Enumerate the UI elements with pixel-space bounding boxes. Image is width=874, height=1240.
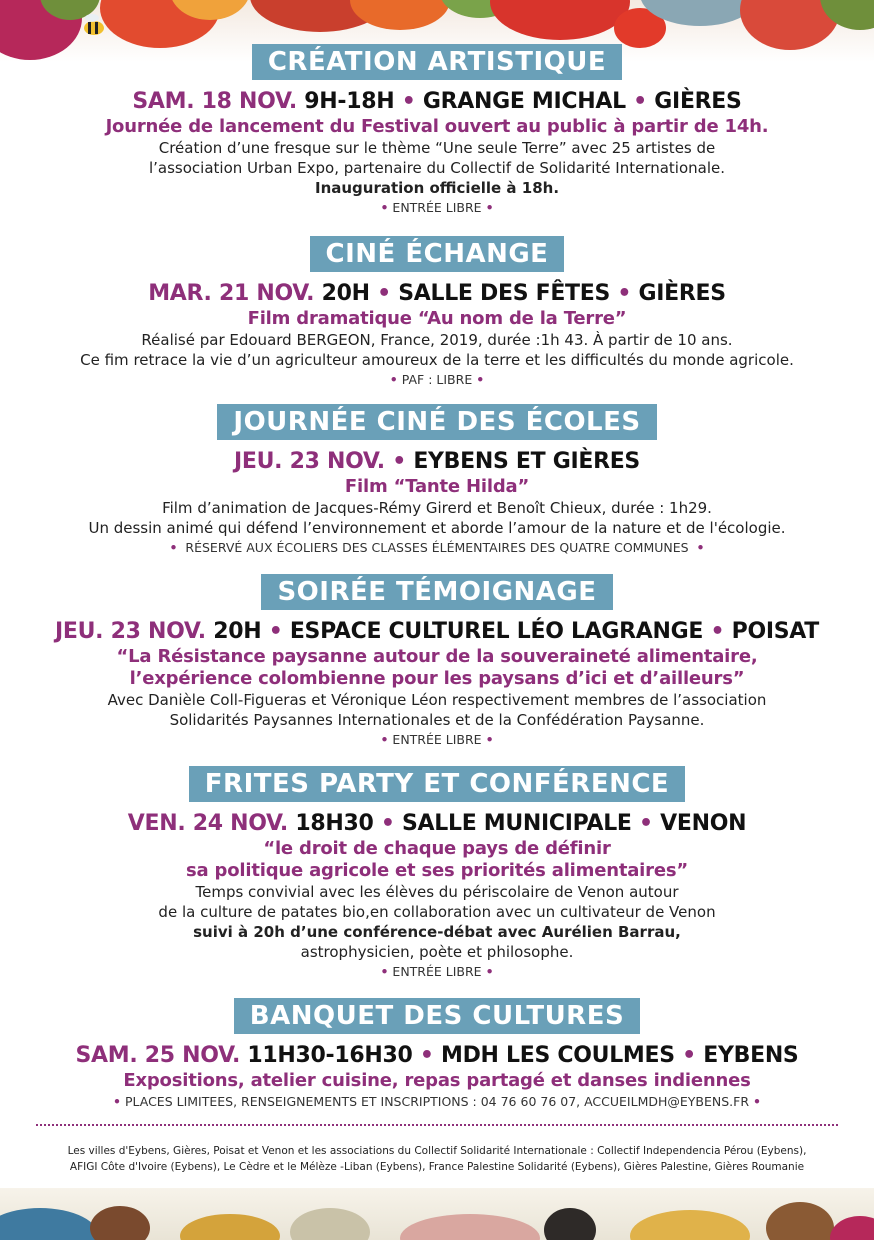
entry-text: PAF : LIBRE — [401, 372, 473, 387]
separator-dot: • — [682, 1043, 696, 1068]
separator-dot: • — [401, 89, 416, 114]
section-banner: BANQUET DES CULTURES — [234, 998, 640, 1034]
entry-text: RÉSERVÉ AUX ÉCOLIERS DES CLASSES ÉLÉMENTAIRES DES QUATRE COMMUNES — [185, 540, 689, 555]
event-date: MAR. 21 NOV. — [148, 281, 315, 306]
event-town: POISAT — [731, 619, 820, 644]
event-description-line: Ce fim retrace la vie d’un agriculteur amoureux de la terre et les difficultés du monde agricole. — [80, 351, 794, 369]
event-time: 18H30 — [295, 811, 374, 836]
event-subtitle: “le droit de chaque pays de définir — [263, 838, 611, 859]
event-subtitle: Film “Tante Hilda” — [344, 476, 530, 497]
event-dateline — [0, 810, 874, 838]
bottom-illustration — [0, 1188, 874, 1240]
event-subtitle: “La Résistance paysanne autour de la souveraineté alimentaire, — [116, 646, 758, 667]
footer-credits — [40, 1143, 834, 1175]
event-soiree-temoignage — [0, 574, 874, 750]
people-illustration — [0, 1188, 874, 1240]
event-time: 11H30-16H30 — [247, 1043, 413, 1068]
event-frites-party — [0, 766, 874, 982]
event-date: JEU. 23 NOV. — [234, 449, 385, 474]
event-description-line: de la culture de patates bio,en collaboration avec un cultivateur de Venon — [158, 903, 716, 921]
section-banner: FRITES PARTY ET CONFÉRENCE — [189, 766, 685, 802]
event-description-line: astrophysicien, poète et philosophe. — [300, 943, 574, 961]
event-entry-info: • PLACES LIMITEES, RENSEIGNEMENTS ET INSCRIPTIONS : 04 76 60 76 07, ACCUEILMDH@EYBENS.FR • — [112, 1094, 762, 1109]
event-entry-info: • ENTRÉE LIBRE • — [380, 732, 494, 747]
event-dateline — [0, 280, 874, 308]
event-description-line: Réalisé par Edouard BERGEON, France, 2019, durée :1h 43. À partir de 10 ans. — [141, 331, 733, 349]
event-entry-info: • ENTRÉE LIBRE • — [380, 964, 494, 979]
section-banner: CINÉ ÉCHANGE — [310, 236, 565, 272]
event-town: VENON — [660, 811, 747, 836]
event-description-line: l’association Urban Expo, partenaire du Collectif de Solidarité Internationale. — [148, 159, 726, 177]
event-place: SALLE MUNICIPALE — [401, 811, 632, 836]
separator-dot: • — [380, 811, 395, 836]
event-creation-artistique — [0, 44, 874, 218]
event-place: ESPACE CULTUREL LÉO LAGRANGE — [289, 619, 704, 644]
entry-text: ENTRÉE LIBRE — [392, 964, 482, 979]
event-dateline — [0, 1042, 874, 1070]
event-description-bold: suivi à 20h d’une conférence-débat avec Aurélien Barrau, — [193, 923, 681, 941]
footer-line: Les villes d'Eybens, Gières, Poisat et Venon et les associations du Collectif Solidarité Internationale : Collectif Independencia Pérou (Eybens), — [67, 1145, 807, 1157]
event-description-line: Solidarités Paysannes Internationales et de la Confédération Paysanne. — [169, 711, 705, 729]
event-date: VEN. 24 NOV. — [127, 811, 288, 836]
event-dateline — [0, 448, 874, 476]
event-dateline — [0, 88, 874, 116]
event-town: GIÈRES — [638, 281, 726, 306]
entry-text: PLACES LIMITEES, RENSEIGNEMENTS ET INSCRIPTIONS : 04 76 60 76 07, ACCUEILMDH@EYBENS.FR — [124, 1094, 750, 1109]
event-date: SAM. 25 NOV. — [75, 1043, 241, 1068]
section-banner: SOIRÉE TÉMOIGNAGE — [261, 574, 612, 610]
event-description-line: Avec Danièle Coll-Figueras et Véronique Léon respectivement membres de l’association — [107, 691, 767, 709]
event-description-line: Création d’une fresque sur le thème “Une seule Terre” avec 25 artistes de — [158, 139, 716, 157]
entry-text: ENTRÉE LIBRE — [392, 200, 482, 215]
section-banner: JOURNÉE CINÉ DES ÉCOLES — [217, 404, 656, 440]
event-description-line: Un dessin animé qui défend l’environnement et aborde l’amour de la nature et de l'écologie. — [88, 519, 786, 537]
separator-dot: • — [710, 619, 725, 644]
event-cine-echange — [0, 236, 874, 390]
event-date: SAM. 18 NOV. — [132, 89, 297, 114]
event-date: JEU. 23 NOV. — [54, 619, 206, 644]
event-place: EYBENS ET GIÈRES — [413, 449, 640, 474]
event-banquet-des-cultures — [0, 998, 874, 1112]
separator-dot: • — [639, 811, 653, 836]
event-place: GRANGE MICHAL — [422, 89, 626, 114]
event-description-bold: Inauguration officielle à 18h. — [314, 179, 560, 197]
event-subtitle: sa politique agricole et ses priorités alimentaires” — [186, 860, 688, 881]
event-entry-info: • ENTRÉE LIBRE • — [380, 200, 494, 215]
event-subtitle: Film dramatique “Au nom de la Terre” — [247, 308, 627, 329]
event-description-line: Temps convivial avec les élèves du périscolaire de Venon autour — [195, 883, 679, 901]
event-time: 20H — [213, 619, 262, 644]
separator-dot: • — [633, 89, 647, 114]
event-dateline — [0, 618, 874, 646]
event-place: SALLE DES FÊTES — [398, 281, 611, 306]
event-town: EYBENS — [703, 1043, 799, 1068]
event-journee-cine-ecoles — [0, 404, 874, 558]
separator-dot: • — [419, 1043, 434, 1068]
separator-dot: • — [268, 619, 283, 644]
entry-text: ENTRÉE LIBRE — [392, 732, 482, 747]
event-place: MDH LES COULMES — [441, 1043, 675, 1068]
section-banner: CRÉATION ARTISTIQUE — [252, 44, 622, 80]
event-subtitle: l’expérience colombienne pour les paysans d’ici et d’ailleurs” — [129, 668, 745, 689]
separator-dot: • — [617, 281, 632, 306]
event-entry-info: • PAF : LIBRE • — [389, 372, 485, 387]
dotted-divider — [36, 1124, 838, 1126]
event-town: GIÈRES — [654, 89, 742, 114]
separator-dot: • — [392, 449, 406, 474]
event-subtitle: Expositions, atelier cuisine, repas partagé et danses indiennes — [123, 1070, 751, 1091]
event-time: 20H — [321, 281, 370, 306]
event-subtitle: Journée de lancement du Festival ouvert au public à partir de 14h. — [105, 116, 769, 137]
footer-line: AFIGI Côte d'Ivoire (Eybens), Le Cèdre et le Mélèze -Liban (Eybens), France Palestine Solidarité (Eybens), Gières Palestine, Gières Roumanie — [69, 1161, 805, 1173]
separator-dot: • — [377, 281, 391, 306]
event-entry-info: • RÉSERVÉ AUX ÉCOLIERS DES CLASSES ÉLÉMENTAIRES DES QUATRE COMMUNES • — [169, 540, 705, 555]
event-time: 9H-18H — [304, 89, 395, 114]
event-description-line: Film d’animation de Jacques-Rémy Girerd et Benoît Chieux, durée : 1h29. — [162, 499, 712, 517]
